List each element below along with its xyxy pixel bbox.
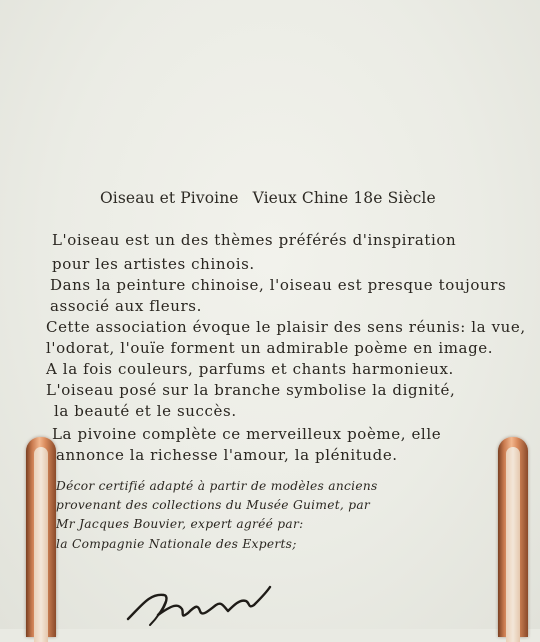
paragraph-line: la beauté et le succès. [54, 402, 237, 420]
paragraph-line: annonce la richesse l'amour, la plénitude. [56, 446, 398, 464]
certificate-line: Décor certifié adapté à partir de modèles anciens [56, 479, 378, 493]
plate-stand-left-arm [26, 437, 56, 637]
handwritten-signature [120, 575, 280, 629]
paragraph-line: associé aux fleurs. [50, 297, 202, 315]
certificate-line: la Compagnie Nationale des Experts; [56, 537, 297, 551]
paragraph-line: L'oiseau est un des thèmes préférés d'inspiration [52, 231, 457, 249]
title-left: Oiseau et Pivoine [100, 189, 239, 207]
paragraph-line: La pivoine complète ce merveilleux poème, elle [52, 425, 442, 443]
paragraph-line: Dans la peinture chinoise, l'oiseau est presque toujours [50, 276, 507, 294]
paragraph-line: Cette association évoque le plaisir des sens réunis: la vue, [46, 318, 526, 336]
title-right: Vieux Chine 18e Siècle [252, 189, 436, 207]
certificate-line: provenant des collections du Musée Guimet, par [56, 498, 371, 512]
paragraph-line: pour les artistes chinois. [52, 255, 255, 273]
paragraph-line: L'oiseau posé sur la branche symbolise la dignité, [46, 381, 456, 399]
certificate-line: Mr Jacques Bouvier, expert agréé par: [56, 517, 304, 531]
plate-stand-right-arm [498, 437, 528, 637]
paragraph-line: l'odorat, l'ouïe forment un admirable poème en image. [46, 339, 494, 357]
plate-title [100, 189, 500, 207]
paragraph-line: A la fois couleurs, parfums et chants harmonieux. [46, 360, 454, 378]
